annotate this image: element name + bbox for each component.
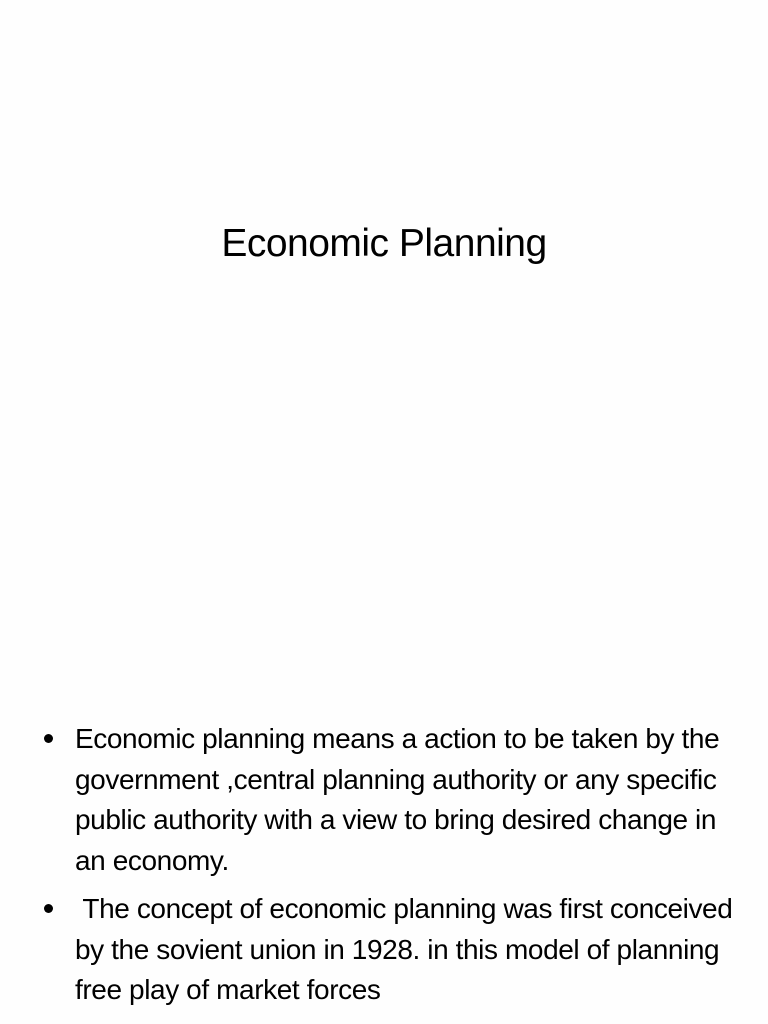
bullet-list xyxy=(42,719,742,1019)
slide-title: Economic Planning xyxy=(221,222,547,265)
bullet-dot-icon xyxy=(44,904,53,913)
bullet-item-1 xyxy=(42,719,742,881)
bullet-text: The concept of economic planning was first conceived by the sovient union in 1928. in this model of planning free play of market forces xyxy=(75,893,740,1005)
bullet-item-2 xyxy=(42,889,742,1011)
bullet-dot-icon xyxy=(44,734,53,743)
bullet-text: Economic planning means a action to be taken by the government ,central planning authority or any specific public authority with a view to bring desired change in an economy. xyxy=(75,723,720,876)
